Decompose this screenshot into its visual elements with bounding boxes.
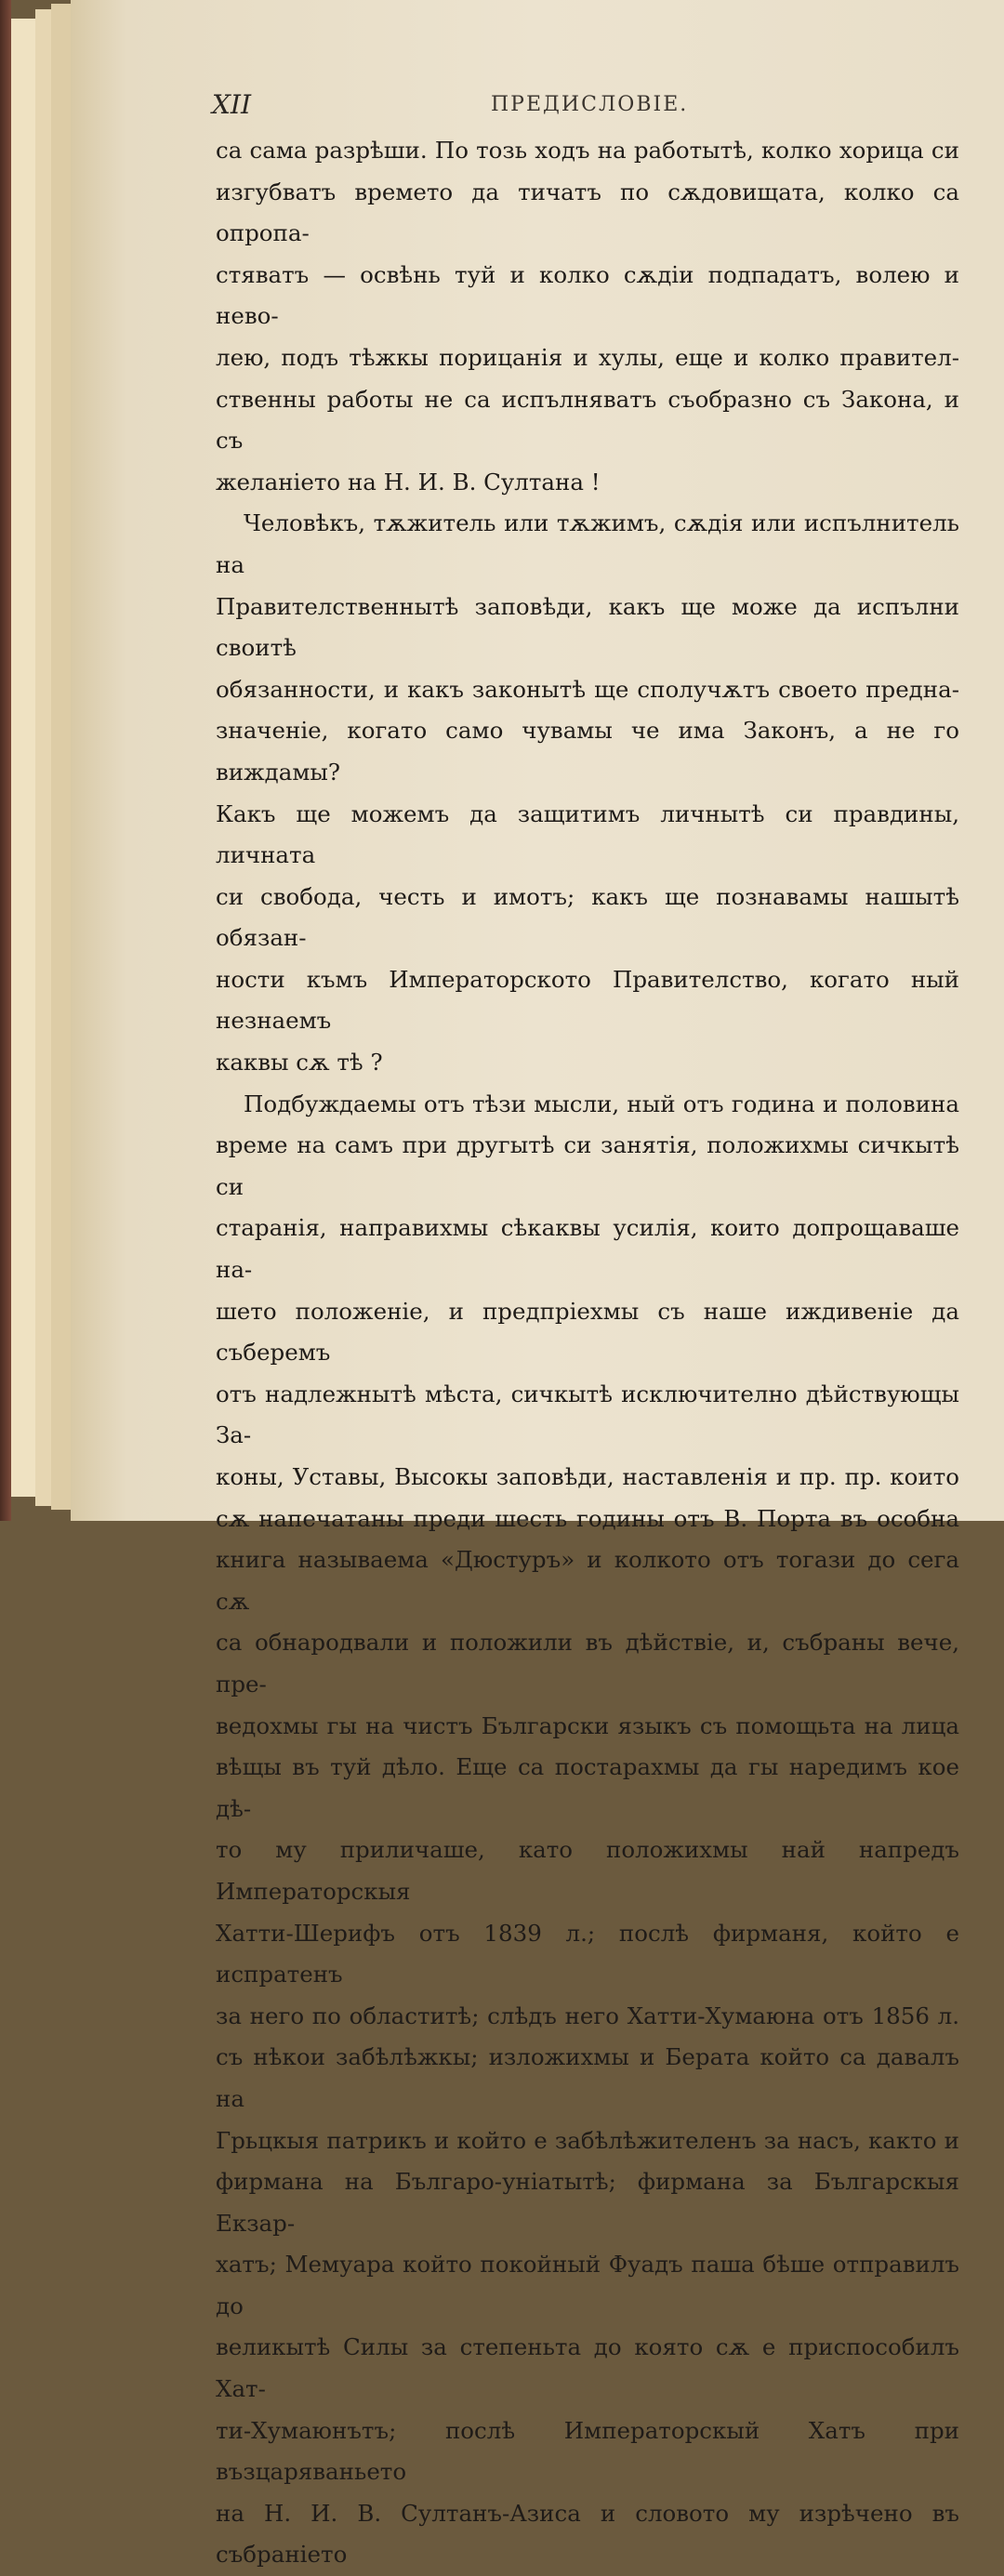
text-line: значеніе, когато само чувамы че има Законъ, а не го виждамы? <box>216 717 959 786</box>
text-line: отъ надлежнытѣ мѣста, сичкытѣ исключително дѣйствующы За- <box>216 1380 959 1449</box>
text-line: Человѣкъ, тѫжитель или тѫжимъ, сѫдія или испълнитель на <box>216 509 959 578</box>
text-line: старанія, направихмы сѣкаквы усилія, които допрощаваше на- <box>216 1214 959 1284</box>
book-spine <box>0 0 11 1521</box>
page-number: XII <box>212 89 252 120</box>
text-line: фирмана на Българо-уніатытѣ; фирмана за Българскыя Екзар- <box>216 2168 959 2237</box>
text-line: коны, Уставы, Высокы заповѣди, наставленія и пр. пр. които <box>216 1463 959 1490</box>
text-line: ведохмы гы на чистъ Български языкъ съ помощьта на лица <box>216 1711 959 1739</box>
page-header <box>71 89 1004 126</box>
running-title: ПРЕДИСЛОВІЕ. <box>491 93 689 116</box>
text-line: каквы сѫ тѣ ? <box>216 1049 383 1077</box>
text-line: са сама разрѣши. По тозь ходъ на работытѣ, колко хорица си <box>216 137 959 164</box>
text-line: великытѣ Силы за степеньта до която сѫ е приспособилъ Хат- <box>216 2333 959 2403</box>
text-line: си свобода, честь и имотъ; какъ ще познавамы нашытѣ обязан- <box>216 882 959 952</box>
text-line: лею, подъ тѣжкы порицанія и хулы, еще и колко правител- <box>216 343 959 371</box>
text-line: изгубватъ времето да тичатъ по сѫдовищата, колко са опропа- <box>216 178 959 247</box>
text-line: Правителственнытѣ заповѣди, какъ ще може да испълни своитѣ <box>216 592 959 662</box>
text-line: за него по областитѣ; слѣдъ него Хатти-Хумаюна отъ 1856 л. <box>216 2001 959 2029</box>
text-line: Какъ ще можемъ да защитимъ личнытѣ си правдины, личната <box>216 799 959 869</box>
text-line: Подбуждаемы отъ тѣзи мысли, ный отъ година и половина <box>244 1090 959 1117</box>
text-line: сѫ напечатаны преди шесть годины отъ В. Порта въ особна <box>216 1504 959 1532</box>
text-line: ственны работы не са испълняватъ съобразно съ Закона, и съ <box>216 385 959 455</box>
book-page <box>71 0 1004 2569</box>
text-line: хатъ; Мемуара който покойный Фуадъ паша бѣше отправилъ до <box>216 2251 959 2319</box>
body-text <box>216 130 959 2576</box>
text-line: желаніето на Н. И. В. Султана ! <box>216 468 601 495</box>
text-line: книга называема «Дюстуръ» и колкото отъ тогази до сега сѫ <box>216 1546 959 1615</box>
text-line: обязанности, и какъ законытѣ ще сполучѫтъ своето предна- <box>216 675 959 703</box>
text-line: на Н. И. В. Султанъ-Азиса и словото му изрѣчено въ събраніето <box>216 2499 959 2569</box>
text-line: ности къмъ Императорското Правителство, когато ный незнаемъ <box>216 965 959 1035</box>
text-line: съ нѣкои забѣлѣжкы; изложихмы и Берата който са давалъ на <box>216 2043 959 2112</box>
text-line: вѣщы въ туй дѣло. Еще са постарахмы да гы наредимъ кое дѣ- <box>216 1753 959 1822</box>
text-line: то му приличаше, като положихмы най напредъ Императорскыя <box>216 1836 959 1905</box>
text-line: са обнародвали и положили въ дѣйствіе, и, събраны вече, пре- <box>216 1629 959 1698</box>
text-line: шето положеніе, и предпріехмы съ наше иждивеніе да съберемъ <box>216 1297 959 1367</box>
text-line: Грьцкыя патрикъ и който е забѣлѣжителенъ за насъ, както и <box>216 2126 959 2154</box>
text-line: ти-Хумаюнътъ; послѣ Императорскый Хатъ при възцаряваньето <box>216 2416 959 2486</box>
text-line: стяватъ — освѣнь туй и колко сѫдіи подпадатъ, волею и нево- <box>216 260 959 330</box>
text-line: време на самъ при другытѣ си занятія, положихмы сичкытѣ си <box>216 1131 959 1200</box>
text-line: Хатти-Шерифъ отъ 1839 л.; послѣ фирманя, който е испратенъ <box>216 1919 959 1988</box>
